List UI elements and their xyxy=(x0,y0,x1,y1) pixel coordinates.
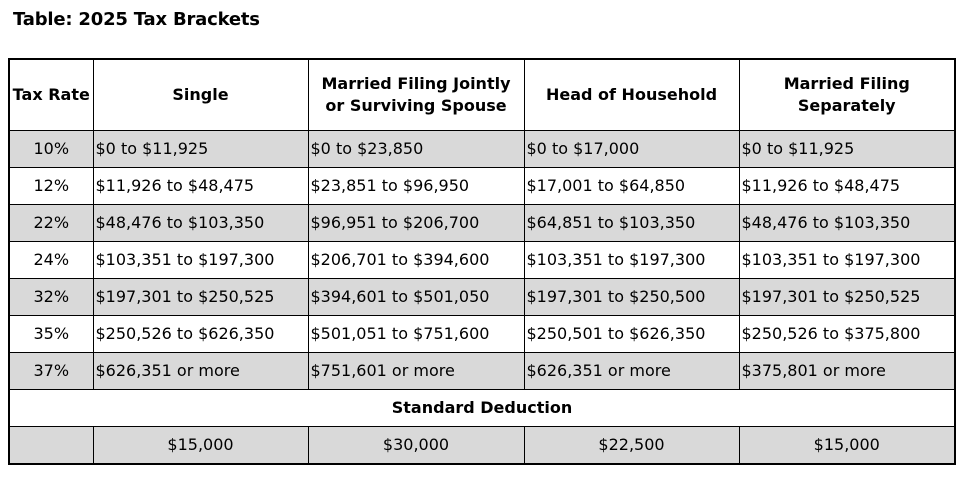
single-cell: $0 to $11,925 xyxy=(93,131,308,168)
page-title: Table: 2025 Tax Brackets xyxy=(13,9,260,30)
single-cell: $48,476 to $103,350 xyxy=(93,205,308,242)
married-separately-cell: $250,526 to $375,800 xyxy=(739,316,955,353)
standard-deduction-heading: Standard Deduction xyxy=(9,390,955,427)
single-cell: $11,926 to $48,475 xyxy=(93,168,308,205)
tax-rate-cell: 12% xyxy=(9,168,93,205)
header-row xyxy=(9,59,955,131)
table-row xyxy=(9,205,955,242)
married-separately-cell: $197,301 to $250,525 xyxy=(739,279,955,316)
table-row xyxy=(9,131,955,168)
tax-rate-cell: 22% xyxy=(9,205,93,242)
tax-rate-cell: 32% xyxy=(9,279,93,316)
standard-deduction-married-separately: $15,000 xyxy=(739,427,955,465)
header-single: Single xyxy=(93,59,308,131)
header-tax-rate: Tax Rate xyxy=(9,59,93,131)
married-jointly-cell: $96,951 to $206,700 xyxy=(308,205,524,242)
single-cell: $626,351 or more xyxy=(93,353,308,390)
head-of-household-cell: $197,301 to $250,500 xyxy=(524,279,739,316)
tax-rate-cell: 37% xyxy=(9,353,93,390)
married-jointly-cell: $0 to $23,850 xyxy=(308,131,524,168)
table-row xyxy=(9,279,955,316)
tax-rate-cell: 35% xyxy=(9,316,93,353)
head-of-household-cell: $250,501 to $626,350 xyxy=(524,316,739,353)
married-jointly-cell: $751,601 or more xyxy=(308,353,524,390)
header-married-jointly: Married Filing Jointly or Surviving Spouse xyxy=(308,59,524,131)
married-separately-cell: $103,351 to $197,300 xyxy=(739,242,955,279)
married-separately-cell: $48,476 to $103,350 xyxy=(739,205,955,242)
head-of-household-cell: $0 to $17,000 xyxy=(524,131,739,168)
tax-rate-cell: 10% xyxy=(9,131,93,168)
head-of-household-cell: $17,001 to $64,850 xyxy=(524,168,739,205)
tax-rate-cell: 24% xyxy=(9,242,93,279)
standard-deduction-row xyxy=(9,427,955,465)
standard-deduction-married-jointly: $30,000 xyxy=(308,427,524,465)
head-of-household-cell: $64,851 to $103,350 xyxy=(524,205,739,242)
standard-deduction-head-of-household: $22,500 xyxy=(524,427,739,465)
table-row xyxy=(9,168,955,205)
married-jointly-cell: $501,051 to $751,600 xyxy=(308,316,524,353)
head-of-household-cell: $103,351 to $197,300 xyxy=(524,242,739,279)
table-row xyxy=(9,353,955,390)
tax-brackets-table xyxy=(8,58,956,465)
standard-deduction-heading-row xyxy=(9,390,955,427)
married-separately-cell: $375,801 or more xyxy=(739,353,955,390)
head-of-household-cell: $626,351 or more xyxy=(524,353,739,390)
header-married-separately: Married Filing Separately xyxy=(739,59,955,131)
header-head-of-household: Head of Household xyxy=(524,59,739,131)
single-cell: $197,301 to $250,525 xyxy=(93,279,308,316)
married-separately-cell: $11,926 to $48,475 xyxy=(739,168,955,205)
table-row xyxy=(9,316,955,353)
single-cell: $250,526 to $626,350 xyxy=(93,316,308,353)
standard-deduction-rate-cell xyxy=(9,427,93,465)
married-jointly-cell: $23,851 to $96,950 xyxy=(308,168,524,205)
married-separately-cell: $0 to $11,925 xyxy=(739,131,955,168)
married-jointly-cell: $394,601 to $501,050 xyxy=(308,279,524,316)
married-jointly-cell: $206,701 to $394,600 xyxy=(308,242,524,279)
standard-deduction-single: $15,000 xyxy=(93,427,308,465)
single-cell: $103,351 to $197,300 xyxy=(93,242,308,279)
table-row xyxy=(9,242,955,279)
